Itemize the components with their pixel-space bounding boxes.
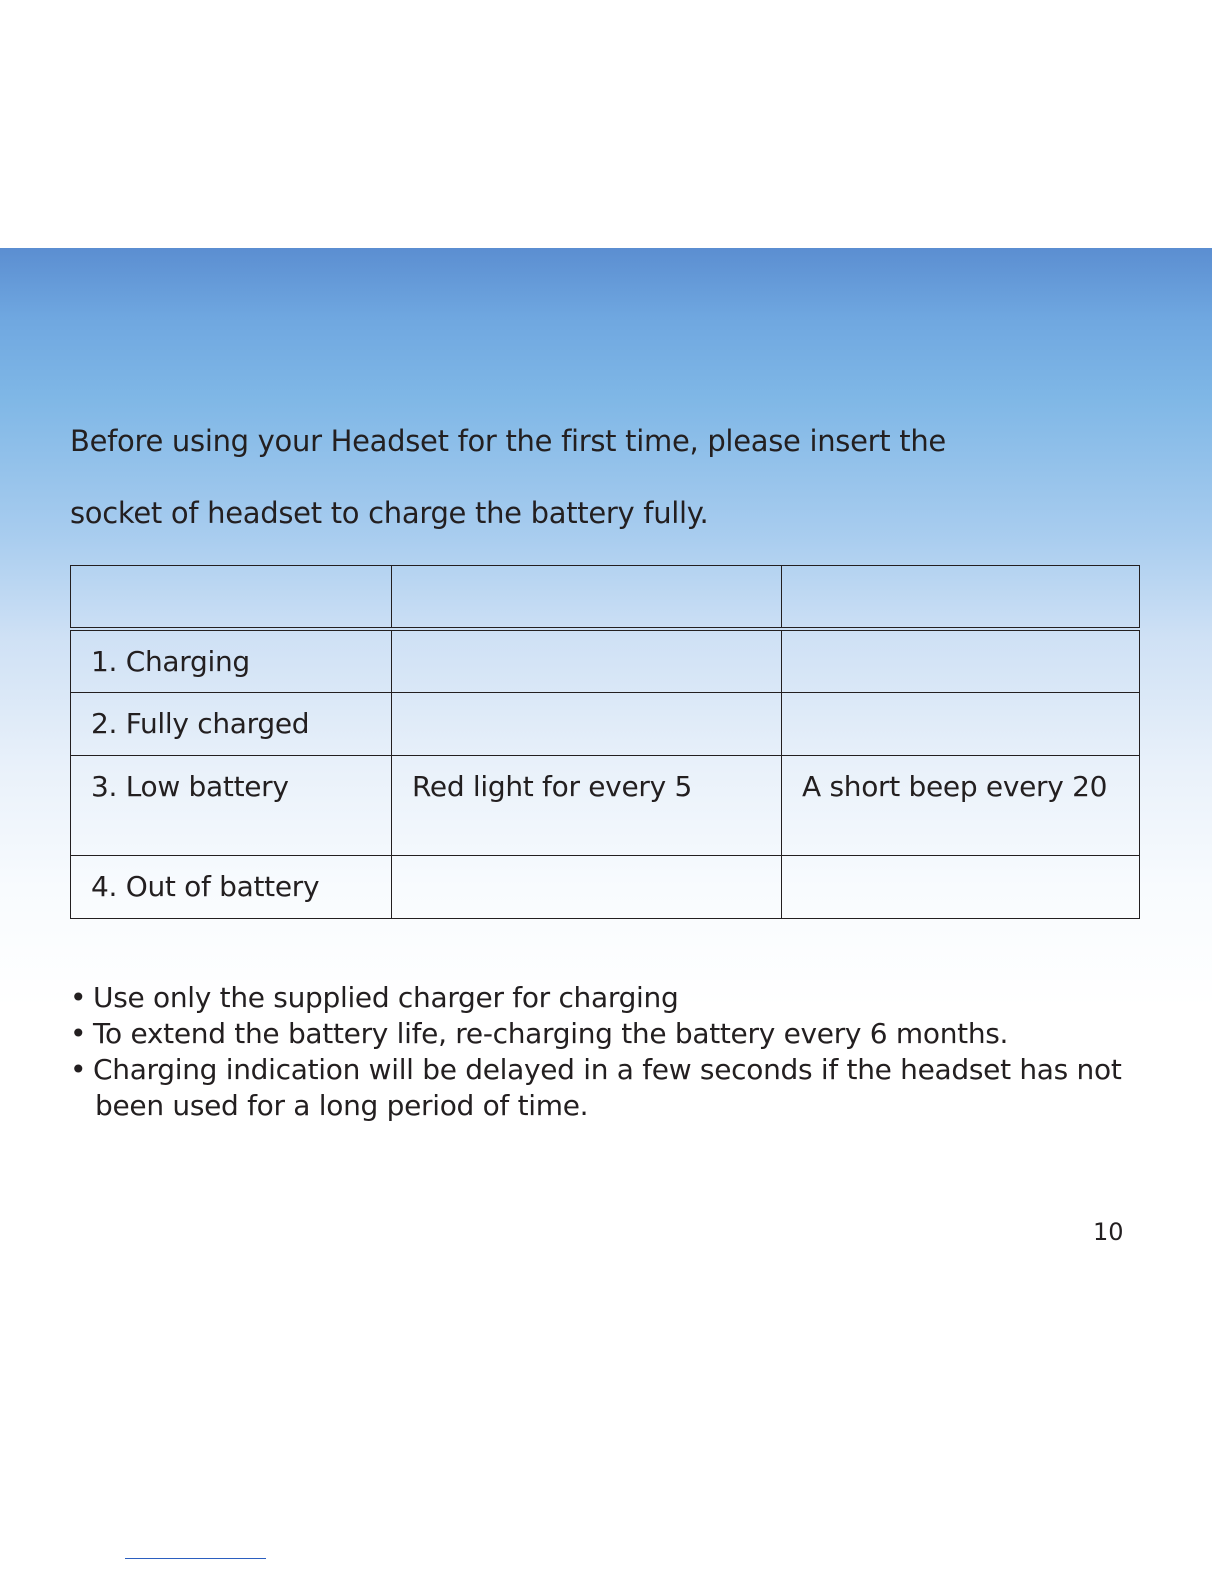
led-cell xyxy=(392,692,782,755)
intro-line-2: socket of headset to charge the battery fully. xyxy=(70,496,709,530)
note-item: • Charging indication will be delayed in a few seconds if the headset has not xyxy=(70,1052,1122,1088)
table-header-row xyxy=(71,566,1140,630)
led-cell: Red light for every 5 xyxy=(392,755,782,855)
status-cell: 1. Charging xyxy=(71,629,392,692)
status-cell: 2. Fully charged xyxy=(71,692,392,755)
battery-status-table xyxy=(70,565,1140,919)
tone-cell xyxy=(782,629,1140,692)
table-row xyxy=(71,855,1140,918)
tone-cell xyxy=(782,855,1140,918)
table-row xyxy=(71,629,1140,692)
charging-notes-list xyxy=(70,980,1122,1088)
status-cell: 4. Out of battery xyxy=(71,855,392,918)
table-row xyxy=(71,755,1140,855)
note-item: • To extend the battery life, re-charging the battery every 6 months. xyxy=(70,1016,1122,1052)
table-row xyxy=(71,692,1140,755)
status-cell: 3. Low battery xyxy=(71,755,392,855)
footer-rule xyxy=(125,1558,266,1559)
intro-paragraph xyxy=(70,405,946,549)
tone-cell xyxy=(782,692,1140,755)
note-continuation: been used for a long period of time. xyxy=(95,1089,589,1122)
page-number: 10 xyxy=(1093,1218,1124,1246)
led-cell xyxy=(392,855,782,918)
header-cell-status xyxy=(71,566,392,630)
header-cell-led xyxy=(392,566,782,630)
note-item: • Use only the supplied charger for charging xyxy=(70,980,1122,1016)
header-cell-tone xyxy=(782,566,1140,630)
intro-line-1: Before using your Headset for the first time, please insert the xyxy=(70,424,946,458)
tone-cell: A short beep every 20 xyxy=(782,755,1140,855)
led-cell xyxy=(392,629,782,692)
